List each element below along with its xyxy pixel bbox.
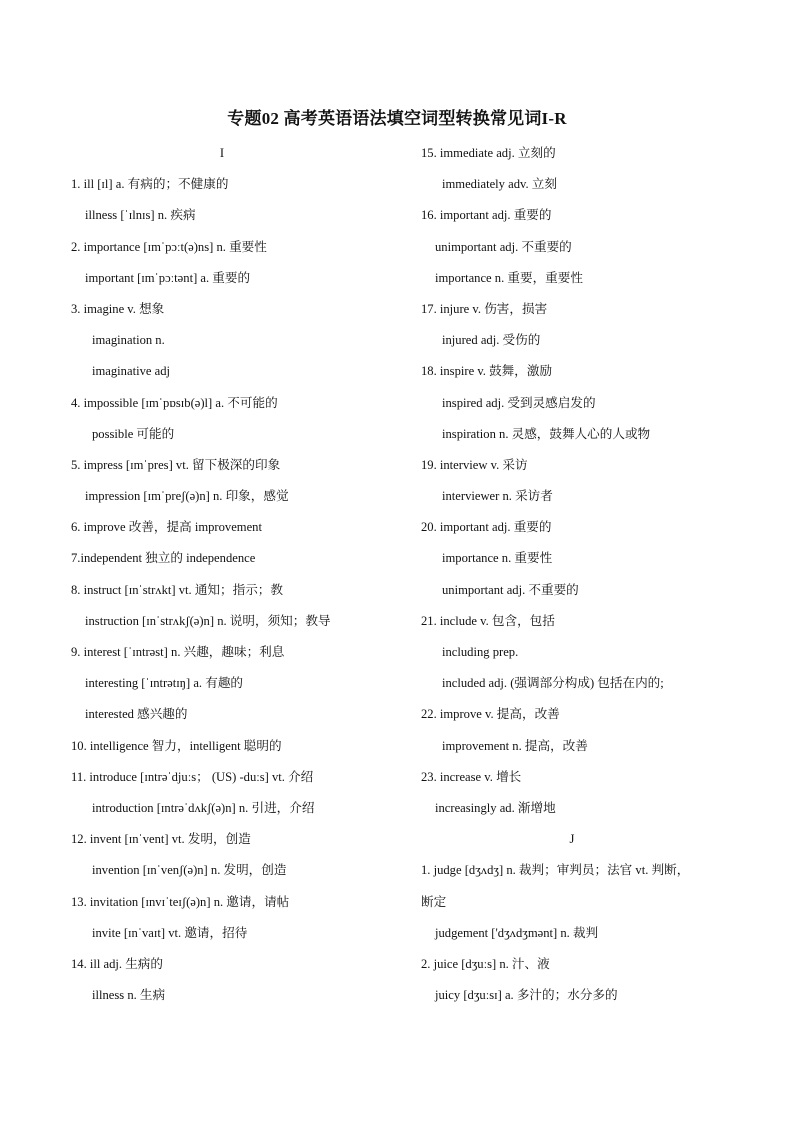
vocab-line: 14. ill adj. 生病的 xyxy=(71,956,163,971)
vocab-line: introduction [ɪntrəˈdʌkʃ(ə)n] n. 引进，介绍 xyxy=(92,800,315,815)
vocab-line: imaginative adj xyxy=(92,364,170,379)
vocab-line: injured adj. 受伤的 xyxy=(442,333,541,348)
vocab-line: 19. interview v. 采访 xyxy=(421,457,528,472)
vocab-line: invention [ɪnˈvenʃ(ə)n] n. 发明，创造 xyxy=(92,863,287,878)
vocab-line: invite [ɪnˈvaɪt] vt. 邀请，招待 xyxy=(92,925,248,940)
vocab-line: interesting [ˈɪntrətɪŋ] a. 有趣的 xyxy=(85,676,244,691)
vocab-line: 断定 xyxy=(421,894,447,909)
section-letter-heading: J xyxy=(569,832,575,847)
vocab-line: immediately adv. 立刻 xyxy=(442,177,557,192)
vocab-line: 8. instruct [ɪnˈstrʌkt] vt. 通知；指示；教 xyxy=(71,582,283,597)
vocab-line: 12. invent [ɪnˈvent] vt. 发明，创造 xyxy=(71,832,251,847)
page-title: 专题02 高考英语语法填空词型转换常见词I-R xyxy=(227,109,567,128)
vocab-line: 6. improve 改善，提高 improvement xyxy=(71,520,262,535)
vocab-line: judgement ['dʒʌdʒmənt] n. 裁判 xyxy=(435,925,599,940)
vocab-line: 23. increase v. 增长 xyxy=(421,769,522,784)
vocab-line: 9. interest [ˈɪntrəst] n. 兴趣，趣味；利息 xyxy=(71,645,285,659)
vocab-line: unimportant adj. 不重要的 xyxy=(435,239,572,254)
vocab-line: 2. importance [ɪmˈpɔːt(ə)ns] n. 重要性 xyxy=(71,239,267,254)
section-letter-heading: I xyxy=(219,146,225,160)
vocab-line: 15. immediate adj. 立刻的 xyxy=(421,146,556,160)
vocab-line: 1. ill [ɪl] a. 有病的；不健康的 xyxy=(71,177,229,192)
vocab-line: 3. imagine v. 想象 xyxy=(71,301,165,316)
vocab-line: illness [ˈɪlnɪs] n. 疾病 xyxy=(85,208,196,223)
vocab-line: illness n. 生病 xyxy=(92,988,166,1003)
vocab-line: 7.independent 独立的 independence xyxy=(71,551,256,566)
vocab-line: interested 感兴趣的 xyxy=(85,707,188,722)
vocab-line: included adj. (强调部分构成) 包括在内的; xyxy=(442,676,664,691)
vocab-line: 21. include v. 包含，包括 xyxy=(421,613,555,628)
vocab-line: importance n. 重要，重要性 xyxy=(435,270,583,285)
left-column xyxy=(71,138,411,1011)
vocab-line: 13. invitation [ɪnvɪˈteɪʃ(ə)n] n. 邀请，请帖 xyxy=(71,894,290,909)
vocab-line: 5. impress [ɪmˈpres] vt. 留下极深的印象 xyxy=(71,457,281,472)
vocab-line: 11. introduce [ɪntrəˈdjuːs； (US) -duːs] vt. 介绍 xyxy=(71,769,314,784)
vocab-line: 10. intelligence 智力，intelligent 聪明的 xyxy=(71,738,282,753)
vocab-line: including prep. xyxy=(442,645,519,659)
right-column xyxy=(421,138,751,1011)
vocab-line: 4. impossible [ɪmˈpɒsɪb(ə)l] a. 不可能的 xyxy=(71,395,278,410)
vocab-line: 16. important adj. 重要的 xyxy=(421,208,552,223)
vocab-line: inspired adj. 受到灵感启发的 xyxy=(442,395,596,410)
vocab-line: 20. important adj. 重要的 xyxy=(421,520,552,535)
vocab-line: increasingly ad. 渐增地 xyxy=(435,800,556,815)
vocab-line: imagination n. xyxy=(92,333,165,348)
vocab-line: 1. judge [dʒʌdʒ] n. 裁判；审判员；法官 vt. 判断， xyxy=(421,863,690,878)
vocab-line: instruction [ɪnˈstrʌkʃ(ə)n] n. 说明，须知；教导 xyxy=(85,613,331,628)
vocab-line: inspiration n. 灵感，鼓舞人心的人或物 xyxy=(442,426,651,441)
vocab-line: juicy [dʒuːsɪ] a. 多汁的；水分多的 xyxy=(435,988,618,1003)
vocab-line: important [ɪmˈpɔːtənt] a. 重要的 xyxy=(85,270,251,285)
vocab-line: unimportant adj. 不重要的 xyxy=(442,582,579,597)
vocab-line: impression [ɪmˈpreʃ(ə)n] n. 印象，感觉 xyxy=(85,489,289,504)
vocab-line: possible 可能的 xyxy=(92,426,175,441)
vocab-line: 22. improve v. 提高，改善 xyxy=(421,707,560,722)
vocab-line: importance n. 重要性 xyxy=(442,551,553,566)
vocab-line: 2. juice [dʒuːs] n. 汁、液 xyxy=(421,956,550,971)
vocab-line: interviewer n. 采访者 xyxy=(442,489,553,504)
vocab-line: improvement n. 提高，改善 xyxy=(442,738,588,753)
vocab-line: 17. injure v. 伤害，损害 xyxy=(421,301,548,316)
vocab-line: 18. inspire v. 鼓舞，激励 xyxy=(421,364,553,379)
